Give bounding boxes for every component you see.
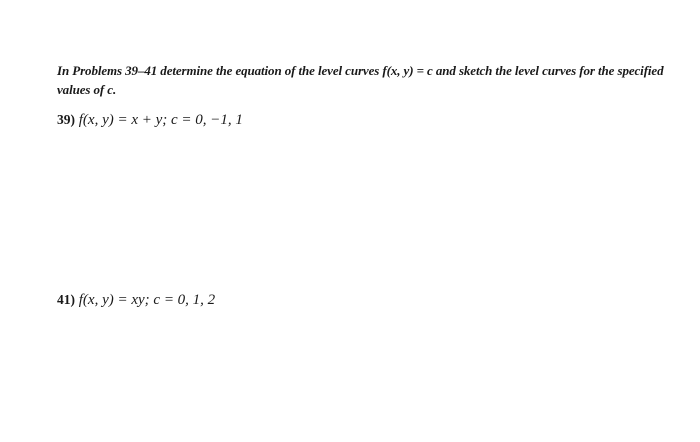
problem-number: 39) bbox=[57, 112, 75, 127]
problem-expression: f(x, y) = xy; c = 0, 1, 2 bbox=[78, 292, 216, 308]
problem-39 bbox=[57, 110, 243, 130]
problem-41 bbox=[57, 290, 215, 310]
problem-expression: f(x, y) = x + y; c = 0, −1, 1 bbox=[78, 112, 243, 128]
problem-number: 41) bbox=[57, 292, 75, 307]
instructions-text: In Problems 39–41 determine the equation of the level curves f(x, y) = c and sketch the level curves for the specified values of c. bbox=[57, 63, 664, 97]
